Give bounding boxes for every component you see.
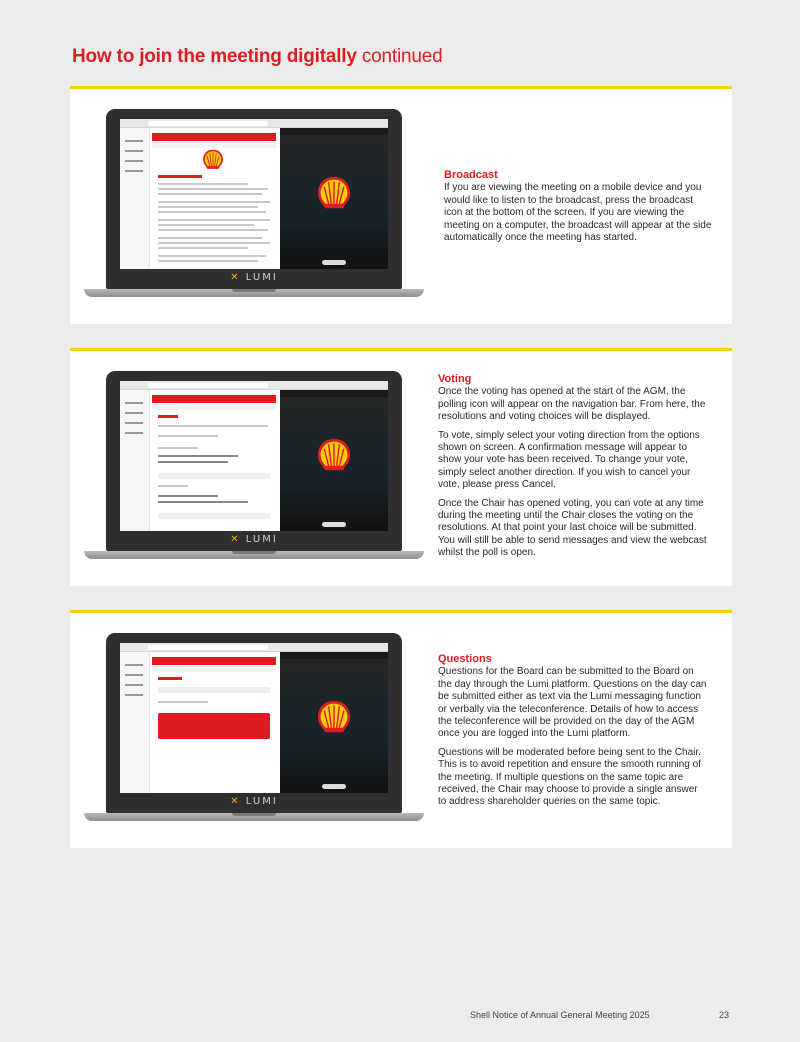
app-sidebar [120, 390, 150, 531]
video-panel [280, 652, 388, 793]
app-main-panel [152, 657, 276, 793]
questions-text [438, 653, 708, 815]
laptop-lid [106, 633, 402, 813]
laptop-lid [106, 109, 402, 289]
shell-logo-icon [202, 149, 224, 170]
browser-url-field [148, 645, 268, 650]
laptop-screen [120, 381, 388, 531]
laptop-brand: ✕ LUMI [230, 272, 278, 283]
laptop-brand: ✕ LUMI [230, 534, 278, 545]
laptop-illustration-voting [84, 371, 424, 565]
section-paragraph: Questions for the Board can be submitted to the Board on the day through the Lumi platform. Questions on the day can be submitted either as text via the Lumi messaging function or verbally via the teleconference. Details of how to access the teleconference will be provided on the day of the AGM once you are logged into the Lumi platform. [438, 666, 707, 740]
browser-bar [120, 119, 388, 128]
app-tab-row [152, 666, 276, 672]
laptop-brand: ✕ LUMI [230, 796, 278, 807]
section-title: Questions [438, 653, 492, 665]
browser-url-field [148, 383, 268, 388]
shell-logo-icon [316, 176, 352, 210]
app-header-bar [152, 657, 276, 665]
laptop-screen [120, 643, 388, 793]
section-title: Broadcast [444, 169, 498, 181]
broadcast-button [322, 784, 346, 789]
section-paragraph: Once the Chair has opened voting, you can vote at any time during the meeting until the Chair closes the voting on the resolutions. At that point your last choice will be submitted. You will still be able to send messages and view the webcast whilst the poll is open. [438, 497, 707, 559]
page-title-main: How to join the meeting digitally [72, 46, 357, 67]
broadcast-card [70, 86, 732, 324]
laptop-screen [120, 119, 388, 269]
voting-text [438, 373, 708, 566]
section-paragraph: If you are viewing the meeting on a mobile device and you would like to listen to the broadcast, press the broadcast icon at the bottom of the screen. If you are viewing the meeting on a computer, the broadcast will appear at the side automatically once the meeting has started. [444, 182, 712, 244]
video-panel [280, 128, 388, 269]
browser-bar [120, 381, 388, 390]
laptop-lid [106, 371, 402, 551]
app-main-panel [152, 133, 276, 269]
broadcast-button [322, 260, 346, 265]
video-panel [280, 390, 388, 531]
page-number: 23 [719, 1010, 730, 1020]
shell-logo-icon [316, 438, 352, 472]
section-title: Voting [438, 373, 472, 385]
section-paragraph: To vote, simply select your voting direction from the options shown on screen. A confirmation message will appear to show your vote has been received. To change your vote, simply select another direction. If you wish to cancel your vote, please press Cancel. [438, 429, 700, 491]
app-sidebar [120, 652, 150, 793]
page-title-suffix: continued [361, 46, 443, 67]
broadcast-button [322, 522, 346, 527]
laptop-illustration-broadcast [84, 109, 424, 303]
laptop-illustration-questions [84, 633, 424, 827]
voting-card [70, 348, 732, 586]
footer-text: Shell Notice of Annual General Meeting 2025 [470, 1010, 650, 1020]
app-main-panel [152, 395, 276, 531]
browser-url-field [148, 121, 268, 126]
section-paragraph: Questions will be moderated before being sent to the Chair. This is to avoid repetition and ensure the smooth running of the meeting. If multiple questions on the same topic are received, the Chair may choose to provide a single answer to address shareholder queries on the same topic. [438, 746, 701, 808]
message-bubble [158, 713, 270, 739]
broadcast-text [444, 169, 714, 250]
shell-logo-icon [316, 700, 352, 734]
app-tab-row [152, 404, 276, 410]
app-header-bar [152, 395, 276, 403]
page-title [72, 46, 442, 68]
app-sidebar [120, 128, 150, 269]
questions-card [70, 610, 732, 848]
browser-bar [120, 643, 388, 652]
section-paragraph: Once the voting has opened at the start of the AGM, the polling icon will appear on the navigation bar. From here, the resolutions and voting choices will be displayed. [438, 386, 706, 423]
app-header-bar [152, 133, 276, 141]
app-tab-row [152, 142, 276, 148]
